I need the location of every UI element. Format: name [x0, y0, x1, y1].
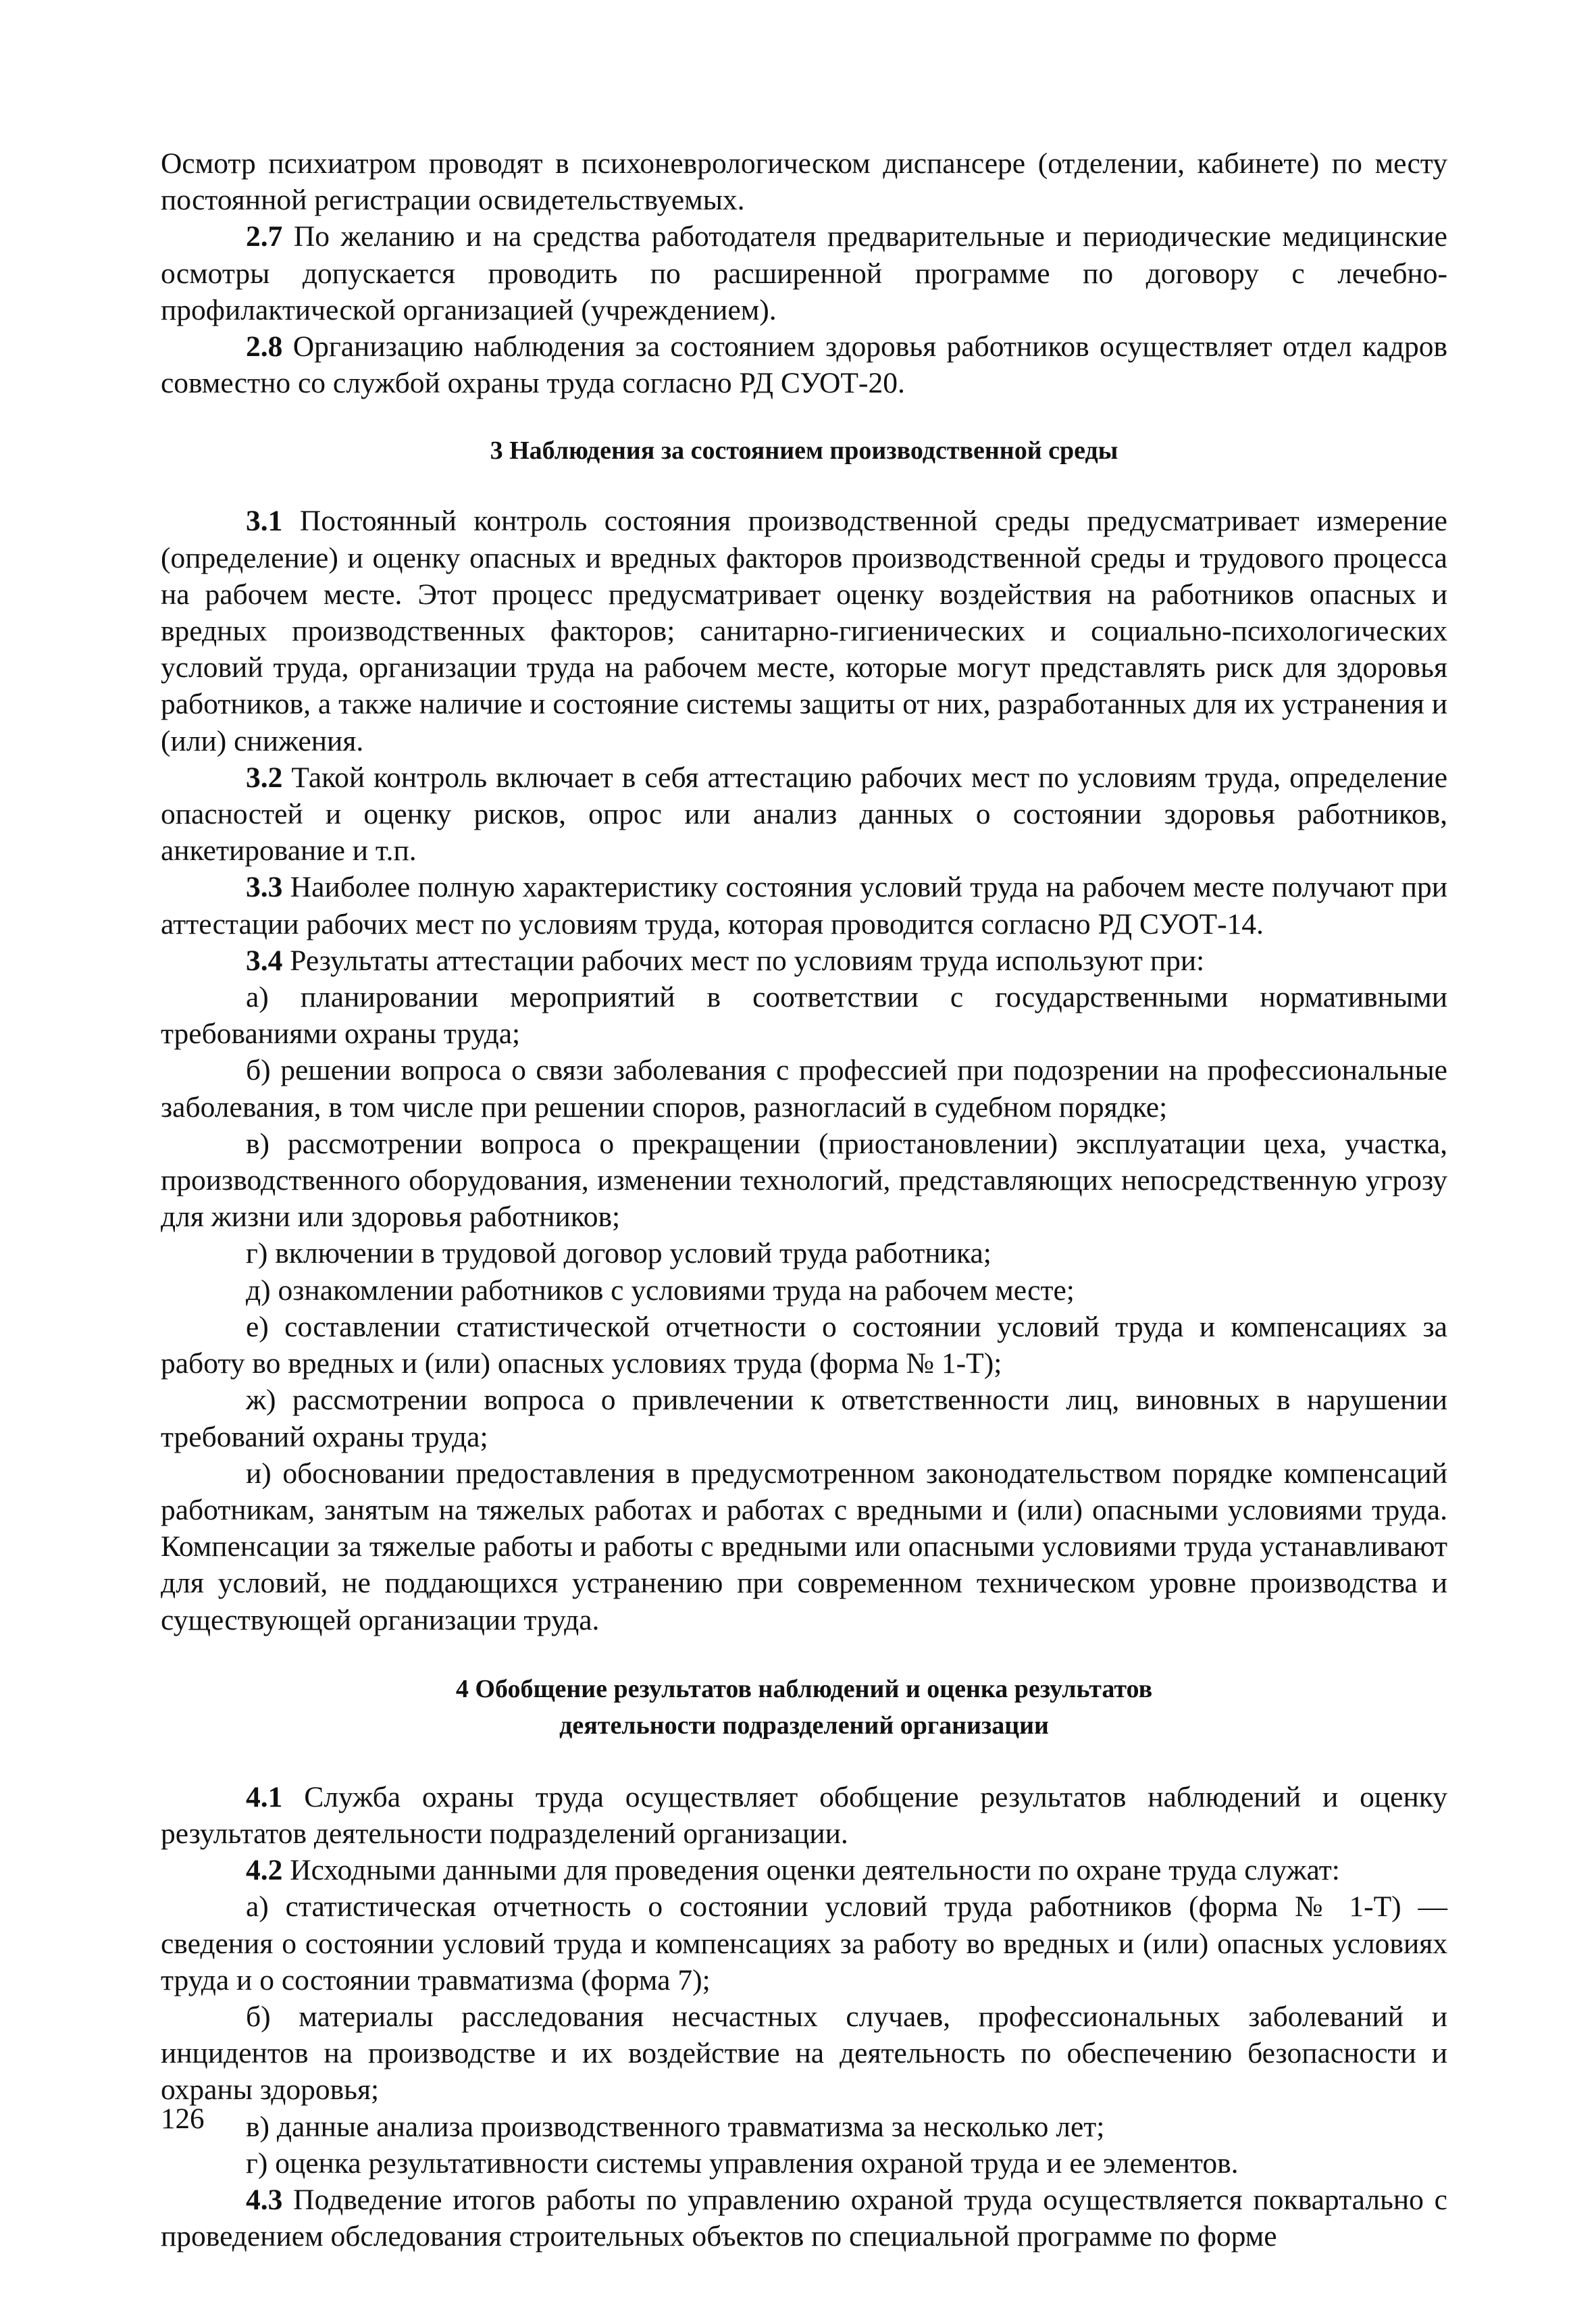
clause-number: 2.7 — [246, 220, 283, 253]
paragraph-3-3: 3.3 Наиболее полную характеристику состояния условий труда на рабочем месте получают при аттестации рабочих мест по условиям труда, которая проводится согласно РД СУОТ-14. — [161, 871, 1447, 940]
section-4-heading-line2: деятельности подразделений организации — [559, 1711, 1049, 1740]
document-page — [161, 145, 1447, 2255]
clause-number: 3.1 — [246, 505, 283, 538]
list-item-i: и) обосновании предоставления в предусмотренном законодательством порядке компенсаций работникам, занятым на тяжелых работах и работах с вредными и (или) опасными условиями труда. Компенсации за тяжелые работы и работы с вредными или опасными условиями труда устанавливают для условий, не поддающихся устранению при современном техническом уровне производства и существующей организации труда. — [161, 1457, 1447, 1636]
clause-number: 4.3 — [246, 2183, 283, 2216]
list-item-g: г) включении в трудовой договор условий труда работника; — [246, 1237, 992, 1270]
paragraph-4-2: 4.2 Исходными данными для проведения оценки деятельности по охране труда служат: — [246, 1854, 1340, 1887]
paragraph-4-1: 4.1 Служба охраны труда осуществляет обобщение результатов наблюдений и оценку результатов деятельности подразделений организации. — [161, 1780, 1447, 1850]
list-item-b: б) решении вопроса о связи заболевания с профессией при подозрении на профессиональные заболевания, в том числе при решении споров, разногласий в судебном порядке; — [161, 1054, 1447, 1124]
paragraph-psychiatrist-exam: Осмотр психиатром проводят в психоневрологическом диспансере (отделении, кабинете) по месту постоянной регистрации освидетельствуемых. — [161, 147, 1447, 217]
paragraph-3-2: 3.2 Такой контроль включает в себя аттестацию рабочих мест по условиям труда, определение опасностей и оценку рисков, опрос или анализ данных о состоянии здоровья работников, анкетирование и т.п. — [161, 761, 1447, 867]
clause-number: 3.2 — [246, 761, 283, 794]
list-item-a: а) планировании мероприятий в соответствии с государственными нормативными требованиями охраны труда; — [161, 981, 1447, 1051]
clause-number: 4.2 — [246, 1854, 283, 1887]
section-3-heading: 3 Наблюдения за состоянием производственной среды — [490, 436, 1118, 466]
page-number: 126 — [161, 2103, 205, 2135]
list-item-v: в) рассмотрении вопроса о прекращении (приостановлении) эксплуатации цеха, участка, производственного оборудования, изменении технологий, представляющих непосредственную угрозу для жизни или здоровья работников; — [161, 1127, 1447, 1234]
list-item-zh: ж) рассмотрении вопроса о привлечении к ответственности лиц, виновных в нарушении требований охраны труда; — [161, 1384, 1447, 1453]
list-item-d: д) ознакомлении работников с условиями труда на рабочем месте; — [246, 1274, 1075, 1307]
list-item-v: в) данные анализа производственного травматизма за несколько лет; — [246, 2110, 1105, 2143]
list-item-b: б) материалы расследования несчастных случаев, профессиональных заболеваний и инцидентов на производстве и их воздействие на деятельность по обеспечению безопасности и охраны здоровья; — [161, 2000, 1447, 2107]
list-item-a: а) статистическая отчетность о состоянии условий труда работников (форма № 1-Т) — сведения о состоянии условий труда и компенсациях за работу во вредных и (или) опасных условиях труда и о состоянии травматизма (форма 7); — [161, 1890, 1447, 1996]
paragraph-4-3: 4.3 Подведение итогов работы по управлению охраной труда осуществляется поквартально с проведением обследования строительных объектов по специальной программе по форме — [161, 2183, 1447, 2253]
list-item-e: е) составлении статистической отчетности о состоянии условий труда и компенсациях за работу во вредных и (или) опасных условиях труда (форма № 1-Т); — [161, 1310, 1447, 1380]
clause-number: 2.8 — [246, 330, 283, 363]
paragraph-2-8: 2.8 Организацию наблюдения за состоянием здоровья работников осуществляет отдел кадров совместно со службой охраны труда согласно РД СУОТ-20. — [161, 330, 1447, 400]
list-item-g: г) оценка результативности системы управления охраной труда и ее элементов. — [246, 2146, 1239, 2180]
paragraph-3-4: 3.4 Результаты аттестации рабочих мест по условиям труда используют при: — [246, 944, 1205, 977]
paragraph-3-1: 3.1 Постоянный контроль состояния производственной среды предусматривает измерение (определение) и оценку опасных и вредных факторов производственной среды и трудового процесса на рабочем месте. Этот процесс предусматривает оценку воздействия на работников опасных и вредных производственных факторов; санитарно-гигиенических и социально-психологических условий труда, организации труда на рабочем месте, которые могут представлять риск для здоровья работников, а также наличие и состояние системы защиты от них, разработанных для их устранения и (или) снижения. — [161, 505, 1447, 757]
section-4-heading-line1: 4 Обобщение результатов наблюдений и оценка результатов — [455, 1674, 1153, 1703]
clause-number: 3.3 — [246, 871, 283, 904]
section-4-heading — [161, 1671, 1447, 1744]
paragraph-2-7: 2.7 По желанию и на средства работодателя предварительные и периодические медицинские осмотры допускается проводить по расширенной программе по договору с лечебно-профилактической организацией (учреждением). — [161, 220, 1447, 326]
clause-number: 3.4 — [246, 944, 283, 977]
clause-number: 4.1 — [246, 1780, 283, 1813]
